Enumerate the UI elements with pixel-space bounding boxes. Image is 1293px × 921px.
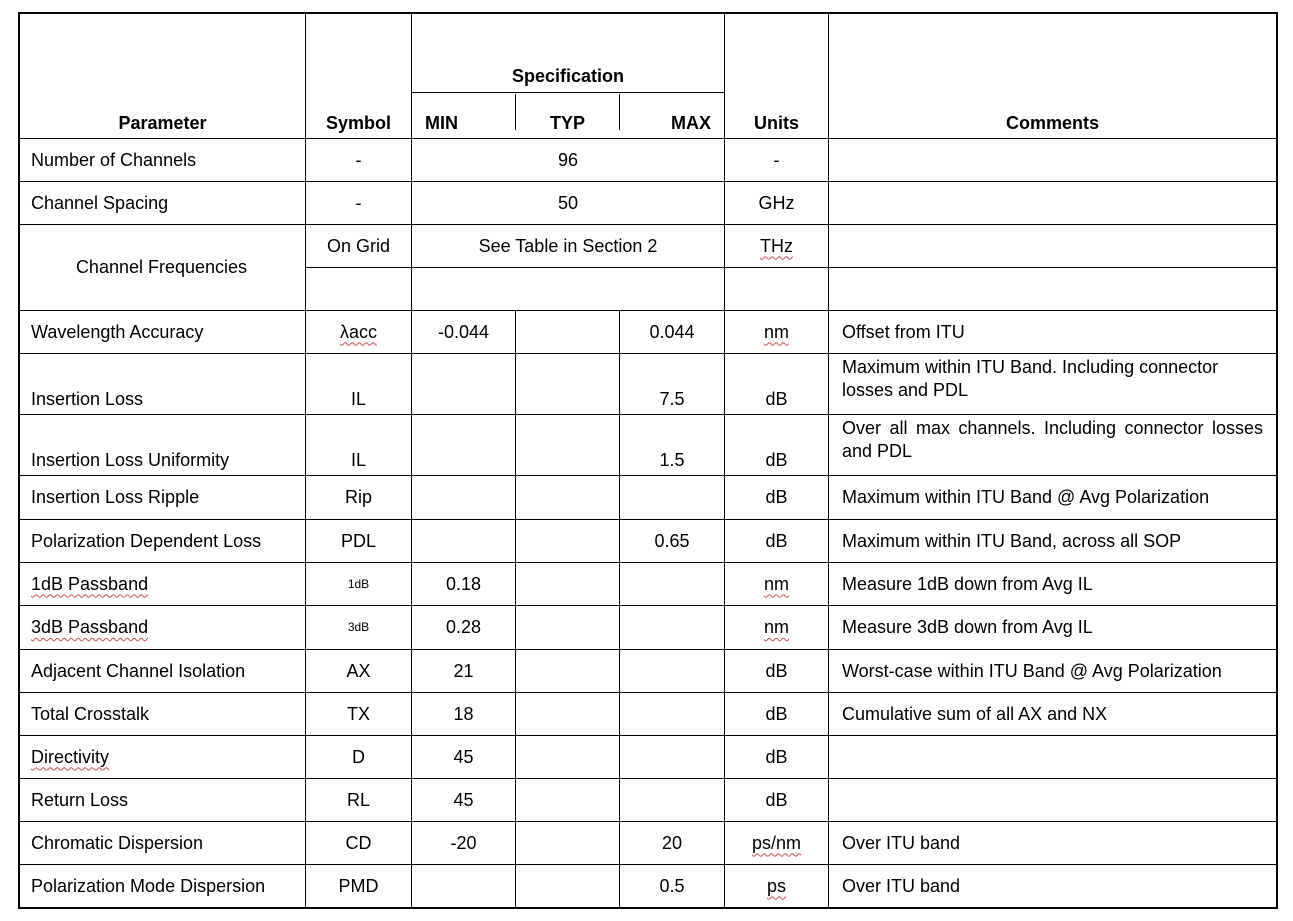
typ-cell (516, 384, 619, 414)
max-cell (620, 476, 724, 519)
symbol-cell: IL (350, 449, 366, 470)
min-cell: -20 (450, 832, 477, 853)
header-specification: Specification (511, 65, 625, 86)
units-text: THz (760, 235, 793, 256)
comments-cell: Measure 3dB down from Avg IL (842, 617, 1093, 637)
specification-table (18, 12, 1278, 909)
units-cell: dB (765, 487, 788, 507)
max-cell: 20 (661, 832, 683, 853)
comments-cell: Worst-case within ITU Band @ Avg Polarization (842, 660, 1222, 681)
comments-cell (829, 225, 1276, 267)
symbol-cell: D (352, 746, 365, 767)
max-cell (620, 606, 724, 649)
max-cell (620, 736, 724, 778)
symbol-cell: AX (346, 660, 371, 681)
max-cell: 0.65 (654, 530, 690, 551)
min-cell: 18 (453, 703, 474, 724)
units-text: nm (763, 617, 789, 637)
parameter-cell: Adjacent Channel Isolation (31, 660, 246, 681)
header-min: MIN (425, 112, 458, 133)
symbol-cell: 3dB (347, 620, 370, 634)
typ-cell (516, 606, 619, 649)
units-cell: GHz (758, 192, 795, 213)
symbol-cell: PMD (338, 875, 379, 896)
typ-cell (516, 822, 619, 864)
comments-cell: Over ITU band (842, 832, 961, 853)
comments-cell: Over all max channels. Including connector losses and PDL (842, 418, 1263, 461)
header-typ: TYP (549, 112, 585, 133)
table-border-top (18, 12, 1278, 14)
units-cell (725, 311, 828, 353)
units-text: nm (763, 321, 789, 342)
units-cell: dB (765, 703, 788, 724)
comments-cell (829, 736, 1276, 778)
min-cell (412, 476, 515, 519)
symbol-cell: - (355, 192, 362, 213)
parameter-cell: Channel Frequencies (75, 257, 248, 277)
table-border-bottom (18, 907, 1278, 909)
value-cell: See Table in Section 2 (478, 235, 658, 256)
value-cell: 50 (557, 192, 579, 213)
parameter-text: Directivity (31, 746, 110, 767)
max-cell (620, 779, 724, 821)
typ-cell (516, 736, 619, 778)
parameter-cell: Wavelength Accuracy (31, 321, 204, 342)
parameter-cell: Total Crosstalk (31, 703, 150, 724)
typ-cell (516, 476, 619, 519)
parameter-cell: Polarization Mode Dispersion (31, 875, 266, 896)
header-parameter: Parameter (118, 112, 207, 133)
comments-cell: Cumulative sum of all AX and NX (842, 703, 1108, 724)
units-cell: dB (765, 530, 788, 551)
min-cell (412, 384, 515, 414)
symbol-cell: On Grid (326, 235, 391, 256)
min-cell: 0.18 (445, 573, 482, 594)
units-text: ps/nm (751, 832, 802, 853)
comments-cell: Maximum within ITU Band. Including connector losses and PDL (842, 357, 1219, 400)
header-max: MAX (671, 112, 711, 133)
typ-cell (516, 650, 619, 692)
symbol-cell: RL (346, 789, 370, 810)
units-text: nm (763, 573, 789, 594)
parameter-cell: Insertion Loss Ripple (31, 487, 200, 507)
units-cell (725, 606, 828, 649)
header-symbol: Symbol (325, 112, 391, 133)
units-cell: dB (765, 789, 788, 810)
min-cell (412, 520, 515, 562)
parameter-cell (18, 736, 305, 778)
units-cell (725, 225, 828, 267)
table-border-right (1276, 12, 1278, 909)
symbol-cell: Rip (344, 487, 372, 507)
units-cell (725, 822, 828, 864)
max-cell: 0.044 (649, 321, 695, 342)
min-cell: 0.28 (445, 617, 482, 637)
units-cell: dB (765, 388, 788, 409)
symbol-cell: IL (350, 388, 366, 409)
typ-cell (516, 779, 619, 821)
parameter-cell (18, 563, 305, 605)
min-cell: -0.044 (437, 321, 490, 342)
parameter-text: 3dB Passband (31, 617, 149, 637)
symbol-cell (306, 311, 411, 353)
comments-cell: Offset from ITU (842, 321, 965, 342)
comments-cell: Over ITU band (842, 875, 961, 896)
comments-cell: Maximum within ITU Band @ Avg Polarization (842, 487, 1210, 507)
symbol-cell: CD (345, 832, 372, 853)
units-cell (725, 865, 828, 907)
max-cell: 0.5 (659, 875, 685, 896)
units-text: ps (766, 875, 786, 896)
spec-underline (411, 92, 725, 93)
max-cell (620, 563, 724, 605)
units-cell: dB (765, 746, 788, 767)
max-cell (620, 693, 724, 735)
typ-cell (516, 693, 619, 735)
typ-cell (516, 311, 619, 353)
typ-cell (516, 563, 619, 605)
header-units: Units (754, 112, 799, 133)
symbol-cell: - (355, 149, 362, 170)
parameter-cell: Insertion Loss Uniformity (31, 449, 230, 470)
units-cell (725, 563, 828, 605)
typ-cell (516, 520, 619, 562)
min-cell (412, 865, 515, 907)
header-comments: Comments (1005, 112, 1099, 133)
max-cell: 7.5 (659, 388, 685, 409)
min-cell (412, 445, 515, 475)
symbol-cell: PDL (340, 530, 376, 551)
comments-cell: Maximum within ITU Band, across all SOP (842, 530, 1182, 551)
parameter-cell (18, 606, 305, 649)
parameter-cell: Return Loss (31, 789, 129, 810)
typ-cell (516, 445, 619, 475)
parameter-cell: Number of Channels (31, 149, 197, 170)
parameter-text: 1dB Passband (31, 573, 149, 594)
max-cell (620, 650, 724, 692)
min-cell: 45 (453, 746, 474, 767)
symbol-cell: 1dB (347, 576, 370, 591)
units-cell: dB (765, 449, 788, 470)
comments-cell (829, 139, 1276, 181)
min-cell: 21 (453, 660, 474, 681)
comments-cell (829, 182, 1276, 224)
symbol-text: λacc (339, 321, 377, 342)
parameter-cell: Channel Spacing (31, 192, 169, 213)
max-cell: 1.5 (659, 449, 685, 470)
units-cell: dB (765, 660, 788, 681)
min-cell: 45 (453, 789, 474, 810)
value-cell: 96 (557, 149, 579, 170)
typ-cell (516, 865, 619, 907)
units-cell: - (773, 149, 780, 170)
symbol-cell: TX (346, 703, 370, 724)
comments-cell: Measure 1dB down from Avg IL (842, 573, 1093, 594)
parameter-cell: Chromatic Dispersion (31, 832, 204, 853)
row-divider (305, 267, 1278, 268)
parameter-cell: Insertion Loss (31, 388, 144, 409)
parameter-cell: Polarization Dependent Loss (31, 530, 262, 551)
comments-cell (829, 779, 1276, 821)
